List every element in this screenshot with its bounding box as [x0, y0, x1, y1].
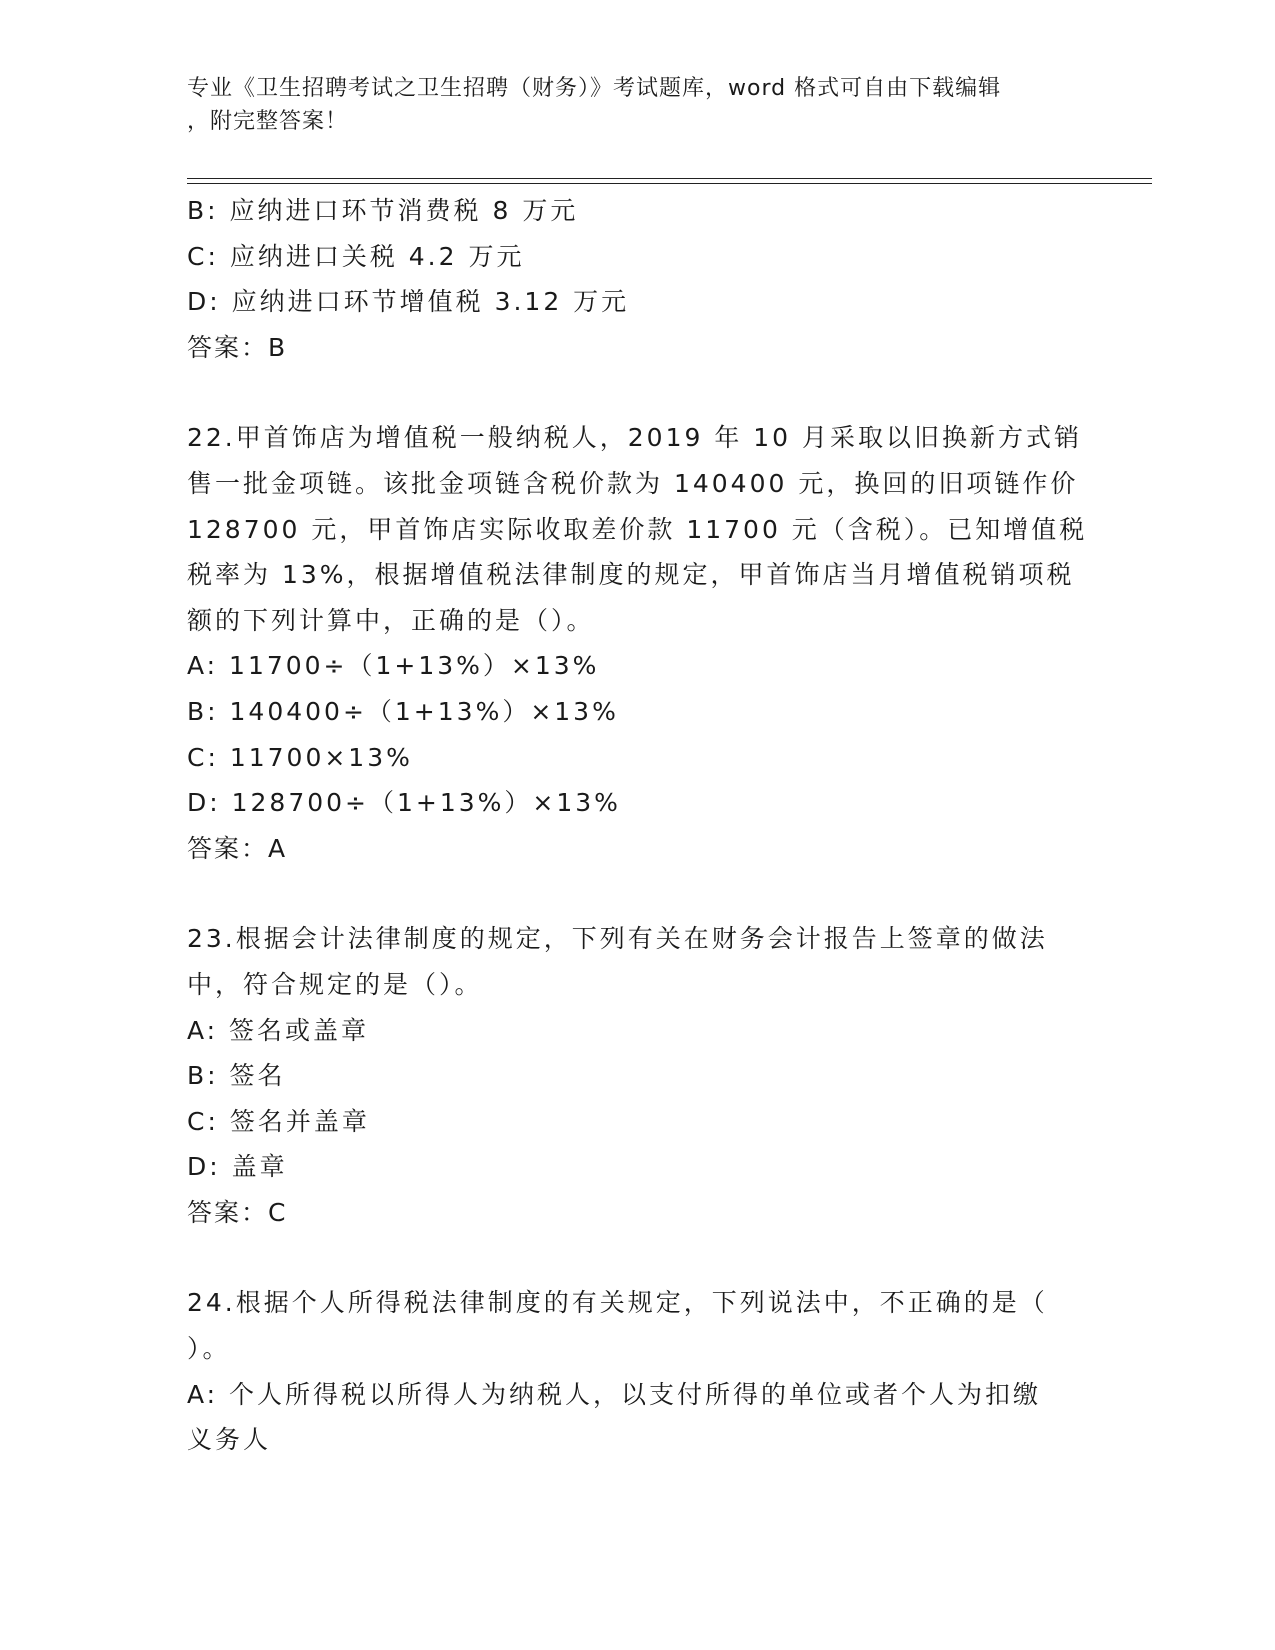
spacer	[187, 871, 1087, 916]
answer-label: 答案：B	[187, 332, 288, 362]
option-d: D: 128700÷（1+13%）×13%	[187, 788, 621, 818]
header-divider-bottom	[187, 183, 1152, 184]
option-b: B: 签名	[187, 1061, 286, 1091]
option-a: A: 个人所得税以所得人为纳税人，以支付所得的单位或者个人为扣缴	[187, 1379, 1042, 1409]
question-text-line: 税率为 13%，根据增值税法律制度的规定，甲首饰店当月增值税销项税	[187, 560, 1075, 590]
question-text-line: ）。	[187, 1334, 231, 1364]
question-text-line: 23.根据会计法律制度的规定，下列有关在财务会计报告上签章的做法	[187, 924, 1048, 954]
answer-label: 答案：A	[187, 833, 288, 863]
option-b: B: 140400÷（1+13%）×13%	[187, 696, 619, 726]
option-a-continued: 义务人	[187, 1425, 272, 1455]
question-text-line: 额的下列计算中，正确的是（）。	[187, 605, 595, 635]
option-c: C: 签名并盖章	[187, 1106, 370, 1136]
question-text-line: 中，符合规定的是（）。	[187, 969, 483, 999]
question-content	[187, 188, 1087, 1463]
question-text-line: 22.甲首饰店为增值税一般纳税人，2019 年 10 月采取以旧换新方式销	[187, 423, 1083, 453]
header-divider-top	[187, 178, 1152, 179]
header-title-line-2: ，附完整答案！	[187, 109, 349, 134]
answer-label: 答案：C	[187, 1197, 288, 1227]
option-a: A: 签名或盖章	[187, 1015, 370, 1045]
question-text-line: 售一批金项链。该批金项链含税价款为 140400 元，换回的旧项链作价	[187, 468, 1079, 498]
question-24	[187, 1280, 1087, 1462]
document-header	[187, 72, 1067, 138]
header-title-line-1: 专业《卫生招聘考试之卫生招聘（财务）》考试题库，word 格式可自由下载编辑	[187, 76, 1002, 101]
question-23	[187, 916, 1087, 1235]
option-d: D: 应纳进口环节增值税 3.12 万元	[187, 287, 630, 317]
question-21-tail	[187, 188, 1087, 370]
question-text-line: 128700 元，甲首饰店实际收取差价款 11700 元（含税）。已知增值税	[187, 514, 1088, 544]
spacer	[187, 1235, 1087, 1280]
option-a: A: 11700÷（1+13%）×13%	[187, 651, 600, 681]
option-c: C: 应纳进口关税 4.2 万元	[187, 241, 525, 271]
spacer	[187, 370, 1087, 415]
question-22	[187, 415, 1087, 871]
question-text-line: 24.根据个人所得税法律制度的有关规定，下列说法中，不正确的是（	[187, 1288, 1048, 1318]
option-b: B: 应纳进口环节消费税 8 万元	[187, 196, 579, 225]
option-d: D: 盖章	[187, 1152, 288, 1182]
option-c: C: 11700×13%	[187, 742, 413, 772]
